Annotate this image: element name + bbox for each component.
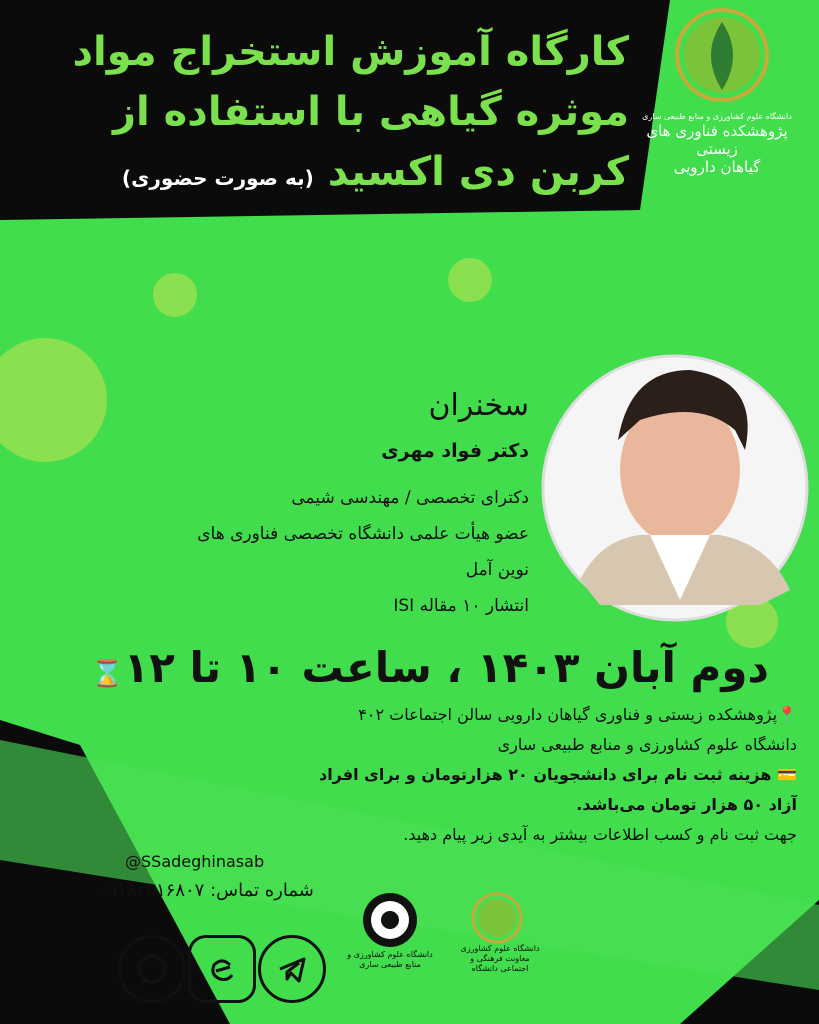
left-logo-caption: دانشگاه علوم کشاورزی و منابع طبیعی ساری	[347, 950, 433, 969]
location-text-2: دانشگاه علوم کشاورزی و منابع طبیعی ساری	[497, 735, 797, 754]
bio-line: نوین آمل	[465, 560, 529, 580]
bio-line: عضو هیأت علمی دانشگاه تخصصی فناوری های	[197, 524, 529, 544]
whatsapp-icon[interactable]	[118, 935, 186, 1003]
pin-icon: 📍	[777, 705, 797, 724]
contact-handle[interactable]: @SSadeghinasab	[125, 852, 265, 871]
fee-text-2: آزاد ۵۰ هزار تومان می‌باشد.	[576, 795, 797, 814]
event-info	[17, 700, 797, 850]
speakers-heading: سخنران	[428, 388, 529, 423]
title-line: موثره گیاهی با استفاده از	[113, 89, 629, 135]
eitaa-icon[interactable]	[188, 935, 256, 1003]
register-text: جهت ثبت نام و کسب اطلاعات بیشتر به آیدی زیر پیام دهید.	[403, 825, 797, 844]
card-icon: 💳	[777, 765, 797, 784]
institute-name-line2: گیاهان دارویی	[673, 158, 761, 176]
institute-label	[627, 112, 807, 176]
institute-name-line1: پژوهشکده فناوری های زیستی	[646, 122, 788, 158]
contact-phone[interactable]: شماره تماس: ۰۹۱۸۲۵۱۶۸۰۷	[98, 880, 314, 901]
bio-line: دکترای تخصصی / مهندسی شیمی	[291, 488, 529, 508]
right-logo-caption-2: معاونت فرهنگی و اجتماعی دانشگاه	[470, 954, 530, 973]
location-text: پژوهشکده زیستی و فناوری گیاهان دارویی سالن اجتماعات ۴۰۲	[358, 705, 778, 724]
bio-line: انتشار ۱۰ مقاله ISI	[393, 596, 529, 616]
speaker-bio	[19, 480, 529, 624]
institute-small-text: دانشگاه علوم کشاورزی و منابع طبیعی ساری	[642, 112, 792, 121]
speaker-name: دکتر فواد مهری	[381, 440, 529, 462]
right-logo-caption	[455, 944, 545, 974]
title-suffix: (به صورت حضوری)	[121, 166, 314, 190]
title-line: کربن دی اکسید	[327, 149, 629, 195]
date-text: دوم آبان ۱۴۰۳ ، ساعت ۱۰ تا ۱۲	[123, 643, 769, 692]
fee-text: هزینه ثبت نام برای دانشجویان ۲۰ هزارتومان و برای افراد	[318, 765, 772, 784]
right-logo-caption-1: دانشگاه علوم کشاورزی	[460, 944, 540, 953]
event-date	[91, 643, 769, 692]
telegram-icon[interactable]	[258, 935, 326, 1003]
title-line: کارگاه آموزش استخراج مواد	[72, 29, 629, 75]
hourglass-icon: ⌛	[91, 659, 124, 689]
event-title	[19, 22, 629, 208]
